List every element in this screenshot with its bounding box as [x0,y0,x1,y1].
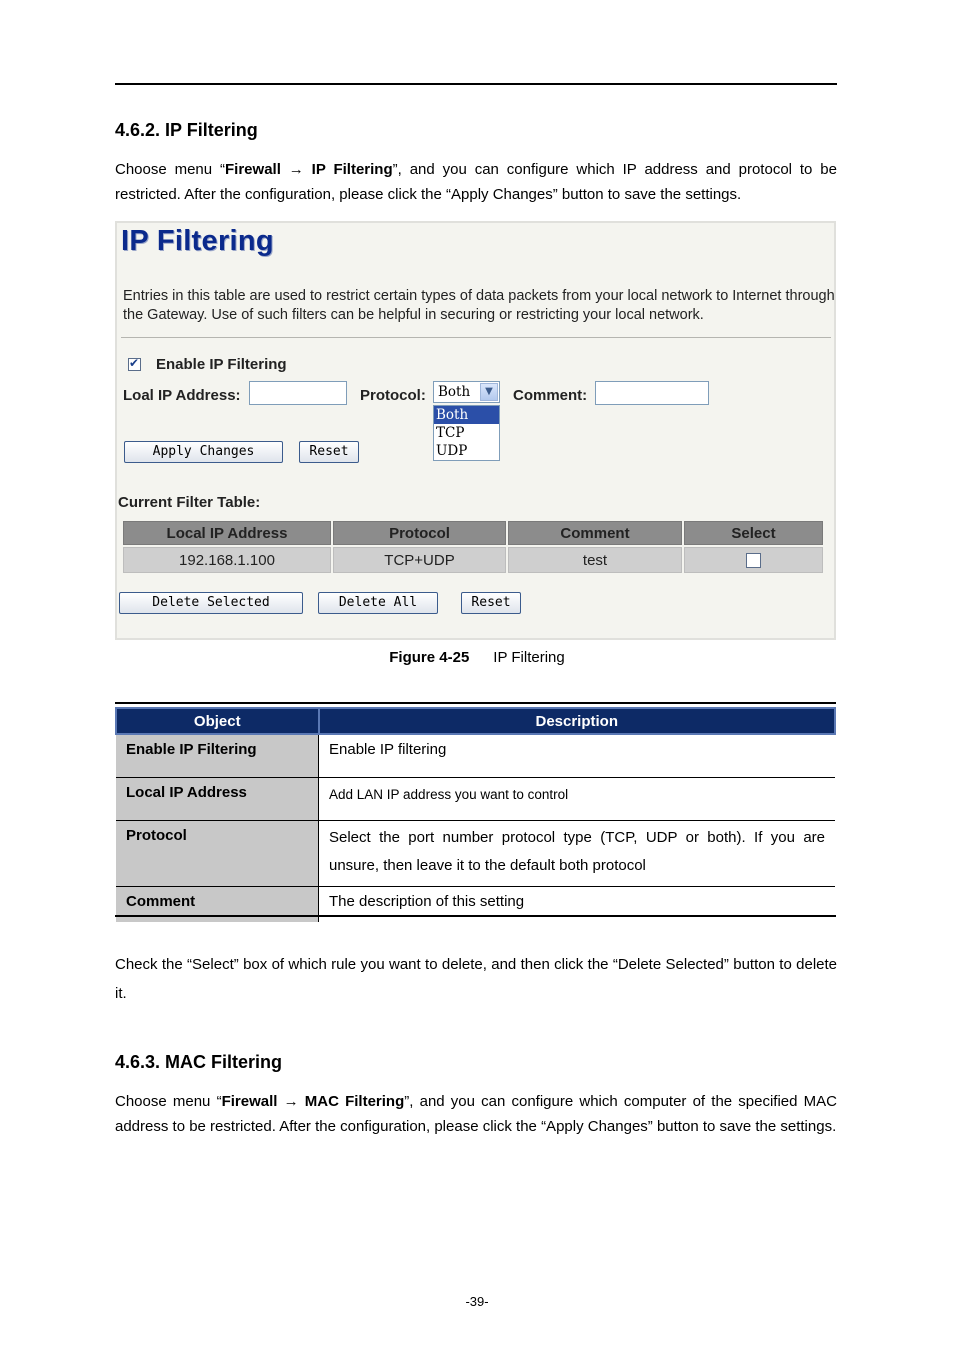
object-cell: Enable IP Filtering [116,734,319,777]
reset-table-button[interactable]: Reset [461,592,521,614]
panel-title: IP Filtering [121,225,274,257]
panel-divider [121,337,831,338]
col-description: Description [319,708,836,734]
table-row [123,547,823,573]
comment-label: Comment: [513,387,588,404]
row-select-cell [684,547,823,573]
intro-text: ”, and you can configure which computer of the specified MAC address to be restricted. After the configuration, please click the “Apply Changes” button to save the settings. [115,1093,837,1135]
table-row [116,734,835,777]
section-heading-ip-filtering: 4.6.2. IP Filtering [115,120,258,140]
col-comment: Comment [508,521,682,545]
panel-description: Entries in this table are used to restrict certain types of data packets from your local network to Internet through the Gateway. Use of such filters can be helpful in securing or restricting your local network. [123,288,835,323]
table-top-rule [115,702,836,704]
row-comment: test [508,547,682,573]
table-row [116,820,835,886]
delete-selected-button[interactable]: Delete Selected [119,592,303,614]
row-local-ip: 192.168.1.100 [123,547,331,573]
row-select-checkbox[interactable] [746,553,761,568]
protocol-dropdown-list[interactable] [433,405,500,461]
comment-input[interactable] [595,381,709,405]
apply-changes-button[interactable]: Apply Changes [124,441,283,463]
figure-caption [0,649,954,666]
col-select: Select [684,521,823,545]
object-cell: Protocol [116,820,319,886]
col-object: Object [116,708,319,734]
description-cell: Select the port number protocol type (TCP, UDP or both). If you are unsure, then leave it to the default both protocol [319,820,836,886]
figure-title: IP Filtering [493,649,565,666]
intro-text: Choose menu “ [115,1093,222,1110]
object-cell: Local IP Address [116,777,319,820]
protocol-select[interactable] [433,381,500,403]
desc-table-header-row [116,708,835,734]
enable-ip-filtering-checkbox[interactable] [128,358,141,371]
table-bottom-rule [115,915,836,917]
local-ip-label: Loal IP Address: [123,387,241,404]
header-rule [115,83,837,85]
figure-label: Figure 4-25 [389,649,470,666]
description-cell: Add LAN IP address you want to control [319,777,836,820]
page-number: -39- [465,1294,489,1309]
reset-button[interactable]: Reset [299,441,359,463]
col-protocol: Protocol [333,521,506,545]
object-description-table [115,707,836,922]
menu-path: Firewall → IP Filtering [225,161,393,178]
enable-ip-filtering-label: Enable IP Filtering [156,356,287,373]
delete-all-button[interactable]: Delete All [318,592,438,614]
intro-text: Choose menu “ [115,161,226,178]
delete-note: Check the “Select” box of which rule you want to delete, and then click the “Delete Selected” button to delete it. [115,956,837,1002]
protocol-option[interactable]: UDP [436,443,468,459]
section-intro-ip-filtering [115,157,837,207]
ip-filtering-screenshot [115,221,836,640]
protocol-option[interactable]: Both [434,406,499,424]
current-filter-table [121,519,825,575]
description-cell: Enable IP filtering [319,734,836,777]
object-cell: Comment [116,886,319,922]
table-row [116,777,835,820]
section-intro-mac-filtering [115,1089,837,1139]
protocol-selected-value: Both [438,384,471,400]
current-filter-table-title: Current Filter Table: [118,494,261,511]
menu-path: Firewall → MAC Filtering [221,1093,405,1110]
chevron-down-icon[interactable]: ▼ [480,383,498,401]
col-local-ip: Local IP Address [123,521,331,545]
protocol-label: Protocol: [360,387,426,404]
section-heading-mac-filtering: 4.6.3. MAC Filtering [115,1052,283,1072]
protocol-option[interactable]: TCP [436,425,465,441]
local-ip-input[interactable] [249,381,347,405]
intro-text: ”, and you can configure which IP address and protocol to be restricted. After the configuration, please click the “Apply Changes” button to save the settings. [115,161,837,203]
description-cell: The description of this setting [329,892,525,910]
filter-table-header-row [123,521,823,545]
row-protocol: TCP+UDP [333,547,506,573]
